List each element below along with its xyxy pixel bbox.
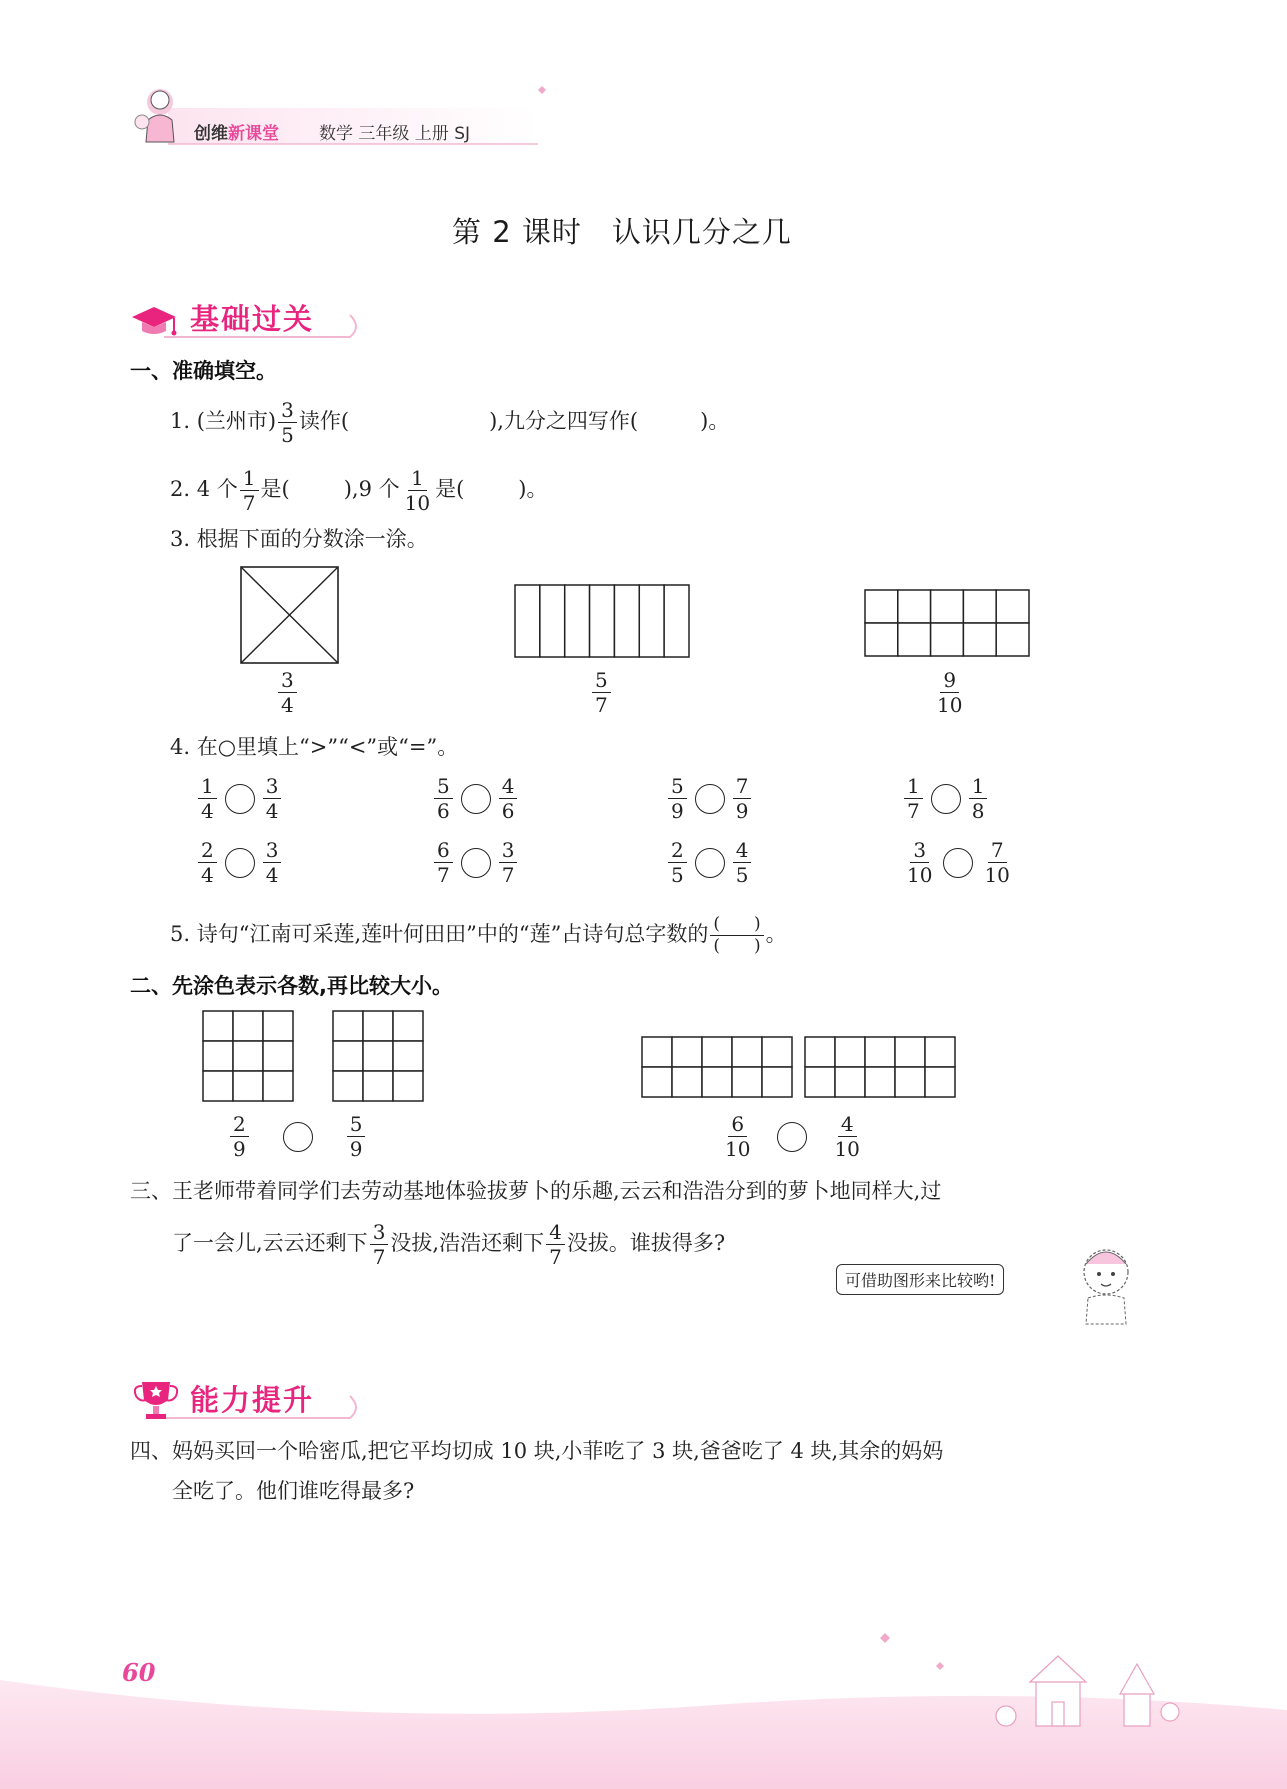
rect-sevenths-figure[interactable]	[514, 584, 690, 658]
grid-cell[interactable]	[732, 1067, 762, 1097]
s2-fraction-a: $\frac{2}{9}$	[230, 1114, 249, 1159]
question-4: 4. 在○里填上“>”“<”或“=”。	[170, 735, 459, 759]
compare-circle[interactable]	[225, 784, 255, 814]
page-number: 60	[122, 1658, 156, 1687]
grid-cell[interactable]	[642, 1067, 672, 1097]
grid-cell[interactable]	[203, 1071, 233, 1101]
compare-fraction-left: $\frac{5}{6}$	[434, 776, 453, 821]
grid-cell[interactable]	[263, 1071, 293, 1101]
square-quarters-figure[interactable]	[240, 566, 340, 664]
q1-read-label: 读作(	[298, 409, 350, 433]
grid-cell[interactable]	[931, 623, 964, 656]
grid-cell[interactable]	[333, 1071, 363, 1101]
grid-cell[interactable]	[898, 623, 931, 656]
brand-part-2: 新课堂	[228, 124, 279, 144]
compare-circle[interactable]	[225, 848, 255, 878]
grid-cell[interactable]	[363, 1041, 393, 1071]
grid-cell[interactable]	[732, 1037, 762, 1067]
grid-cell[interactable]	[233, 1071, 263, 1101]
compare-fraction-right: $\frac{3}{7}$	[499, 840, 518, 885]
compare-pair	[432, 840, 519, 885]
grid-cell[interactable]	[540, 585, 565, 657]
grid-cell[interactable]	[835, 1037, 865, 1067]
q1-mid: ),九分之四写作(	[489, 409, 639, 433]
grid-cell[interactable]	[672, 1067, 702, 1097]
q2-fraction-2: $\frac{1}{10}$	[404, 466, 431, 515]
grid-cell[interactable]	[963, 623, 996, 656]
compare-fraction-left: $\frac{1}{7}$	[904, 776, 923, 821]
cartoon-girl-icon	[1066, 1238, 1144, 1328]
compare-fraction-right: $\frac{1}{8}$	[969, 776, 988, 821]
q3-fraction-1: $\frac{3}{4}$	[278, 670, 297, 715]
q1-end: )。	[700, 409, 730, 433]
compare-pair	[902, 776, 989, 821]
grid-cell[interactable]	[805, 1037, 835, 1067]
q3-fraction-3: $\frac{9}{10}$	[937, 668, 963, 717]
question-1	[170, 400, 729, 445]
compare-pair	[432, 776, 519, 821]
compare-circle[interactable]	[461, 784, 491, 814]
compare-fraction-right: $\frac{7}{9}$	[733, 776, 752, 821]
q2-text-e: )。	[518, 477, 548, 501]
grid-cell[interactable]	[515, 585, 540, 657]
grid-cell[interactable]	[925, 1067, 955, 1097]
compare-circle[interactable]	[943, 848, 973, 878]
compare-pair	[666, 776, 753, 821]
compare-fraction-left: $\frac{2}{5}$	[668, 840, 687, 885]
q1-number: 1.	[170, 409, 191, 433]
grid-cell[interactable]	[865, 1037, 895, 1067]
rect-tenths-figure[interactable]	[864, 589, 1030, 657]
grid-cell[interactable]	[363, 1071, 393, 1101]
hint-bubble: 可借助图形来比较哟!	[836, 1264, 1004, 1295]
grid-cell[interactable]	[702, 1067, 732, 1097]
s2-compare-circle-right[interactable]	[777, 1122, 807, 1152]
grid-cell[interactable]	[895, 1037, 925, 1067]
compare-fraction-right: $\frac{4}{5}$	[733, 840, 752, 885]
s2-fraction-d: $\frac{4}{10}$	[834, 1112, 860, 1161]
compare-fraction-right: $\frac{4}{6}$	[499, 776, 518, 821]
badge-basic	[128, 293, 358, 345]
grid-cell[interactable]	[233, 1011, 263, 1041]
compare-circle[interactable]	[695, 784, 725, 814]
grid-cell[interactable]	[895, 1067, 925, 1097]
q3-fraction-2: $\frac{5}{7}$	[592, 670, 611, 715]
grid-cell[interactable]	[203, 1041, 233, 1071]
s3-text-b: 没拔,浩浩还剩下	[390, 1231, 545, 1255]
grid-cell[interactable]	[639, 585, 664, 657]
q2-text-c: ),9 个	[343, 477, 400, 501]
grid-cell[interactable]	[835, 1067, 865, 1097]
grid-cell[interactable]	[805, 1067, 835, 1097]
q2-fraction-1: $\frac{1}{7}$	[240, 468, 259, 513]
badge-ability	[128, 1374, 358, 1426]
grid-3x3-left[interactable]	[202, 1010, 294, 1102]
s2-fraction-b: $\frac{5}{9}$	[347, 1114, 366, 1159]
grid-cell[interactable]	[333, 1041, 363, 1071]
grid-cell[interactable]	[672, 1037, 702, 1067]
section2-compare-right	[720, 1114, 865, 1159]
s2-compare-circle-left[interactable]	[283, 1122, 313, 1152]
q1-fraction: $\frac{3}{5}$	[278, 400, 297, 445]
compare-fraction-right: $\frac{3}{4}$	[263, 840, 282, 885]
section2-compare-left	[228, 1114, 367, 1159]
grid-cell[interactable]	[702, 1037, 732, 1067]
grid-cell[interactable]	[762, 1067, 792, 1097]
grid-cell[interactable]	[865, 623, 898, 656]
grid-cell[interactable]	[233, 1041, 263, 1071]
lesson-title: 第 2 课时 认识几分之几	[452, 215, 792, 249]
grid-cell[interactable]	[393, 1071, 423, 1101]
grid-2x5-right[interactable]	[804, 1036, 956, 1098]
grid-cell[interactable]	[925, 1037, 955, 1067]
grid-cell[interactable]	[865, 590, 898, 623]
grid-cell[interactable]	[898, 590, 931, 623]
q5-text: 5. 诗句“江南可采莲,莲叶何田田”中的“莲”占诗句总字数的	[170, 922, 709, 946]
q2-text-a: 4 个	[196, 477, 238, 501]
grid-cell[interactable]	[963, 590, 996, 623]
grid-cell[interactable]	[203, 1011, 233, 1041]
compare-fraction-left: $\frac{6}{7}$	[434, 840, 453, 885]
grid-2x5-left[interactable]	[641, 1036, 793, 1098]
grid-cell[interactable]	[393, 1041, 423, 1071]
grid-cell[interactable]	[333, 1011, 363, 1041]
grid-cell[interactable]	[393, 1011, 423, 1041]
grid-cell[interactable]	[614, 585, 639, 657]
compare-fraction-left: $\frac{2}{4}$	[198, 840, 217, 885]
question-5	[170, 916, 787, 955]
brand-part-1: 创维	[194, 124, 228, 144]
question-2	[170, 468, 547, 513]
s3-fraction-1: $\frac{3}{7}$	[370, 1222, 389, 1267]
s3-text-c: 没拔。谁拔得多?	[566, 1231, 726, 1255]
q2-text-d: 是(	[435, 477, 465, 501]
s2-fraction-c: $\frac{6}{10}$	[725, 1112, 751, 1161]
s3-text-a: 了一会儿,云云还剩下	[172, 1231, 368, 1255]
grid-cell[interactable]	[996, 590, 1029, 623]
question-3: 3. 根据下面的分数涂一涂。	[170, 527, 428, 551]
q2-number: 2.	[170, 477, 191, 501]
section3-line2	[172, 1222, 725, 1267]
compare-pair	[196, 840, 283, 885]
section2-title: 二、先涂色表示各数,再比较大小。	[130, 974, 453, 998]
grid-cell[interactable]	[565, 585, 590, 657]
grid-cell[interactable]	[363, 1011, 393, 1041]
compare-fraction-right: $\frac{3}{4}$	[263, 776, 282, 821]
compare-pair	[666, 840, 753, 885]
grid-cell[interactable]	[642, 1037, 672, 1067]
q1-prefix: (兰州市)	[196, 409, 277, 433]
grid-cell[interactable]	[762, 1037, 792, 1067]
compare-circle[interactable]	[931, 784, 961, 814]
section4-line1: 四、妈妈买回一个哈密瓜,把它平均切成 10 块,小菲吃了 3 块,爸爸吃了 4 块,其余的妈妈	[130, 1439, 944, 1463]
q5-end: 。	[765, 922, 787, 946]
footer-wave-decoration	[0, 1620, 1287, 1789]
grid-3x3-right[interactable]	[332, 1010, 424, 1102]
section4-line2: 全吃了。他们谁吃得最多?	[172, 1479, 415, 1503]
q2-text-b: 是(	[260, 477, 290, 501]
grid-cell[interactable]	[263, 1041, 293, 1071]
grid-cell[interactable]	[590, 585, 615, 657]
header-subtitle: 数学 三年级 上册 SJ	[319, 124, 471, 144]
s3-fraction-2: $\frac{4}{7}$	[546, 1222, 565, 1267]
compare-fraction-left: $\frac{1}{4}$	[198, 776, 217, 821]
compare-pair	[902, 840, 1015, 885]
section3-line1: 三、王老师带着同学们去劳动基地体验拔萝卜的乐趣,云云和浩浩分到的萝卜地同样大,过	[130, 1179, 942, 1203]
compare-pair	[196, 776, 283, 821]
grid-cell[interactable]	[865, 1067, 895, 1097]
header-banner	[128, 80, 548, 148]
badge-ability-label: 能力提升	[190, 1383, 315, 1417]
q5-answer-fraction[interactable]: $\frac{( )}{( )}$	[710, 916, 763, 955]
grid-cell[interactable]	[664, 585, 689, 657]
section1-title: 一、准确填空。	[130, 359, 277, 383]
compare-fraction-right: $\frac{7}{10}$	[984, 838, 1010, 887]
compare-circle[interactable]	[461, 848, 491, 878]
grid-cell[interactable]	[996, 623, 1029, 656]
badge-basic-label: 基础过关	[190, 302, 315, 336]
compare-circle[interactable]	[695, 848, 725, 878]
grid-cell[interactable]	[931, 590, 964, 623]
compare-fraction-left: $\frac{3}{10}$	[907, 838, 933, 887]
grid-cell[interactable]	[263, 1011, 293, 1041]
compare-fraction-left: $\frac{5}{9}$	[668, 776, 687, 821]
